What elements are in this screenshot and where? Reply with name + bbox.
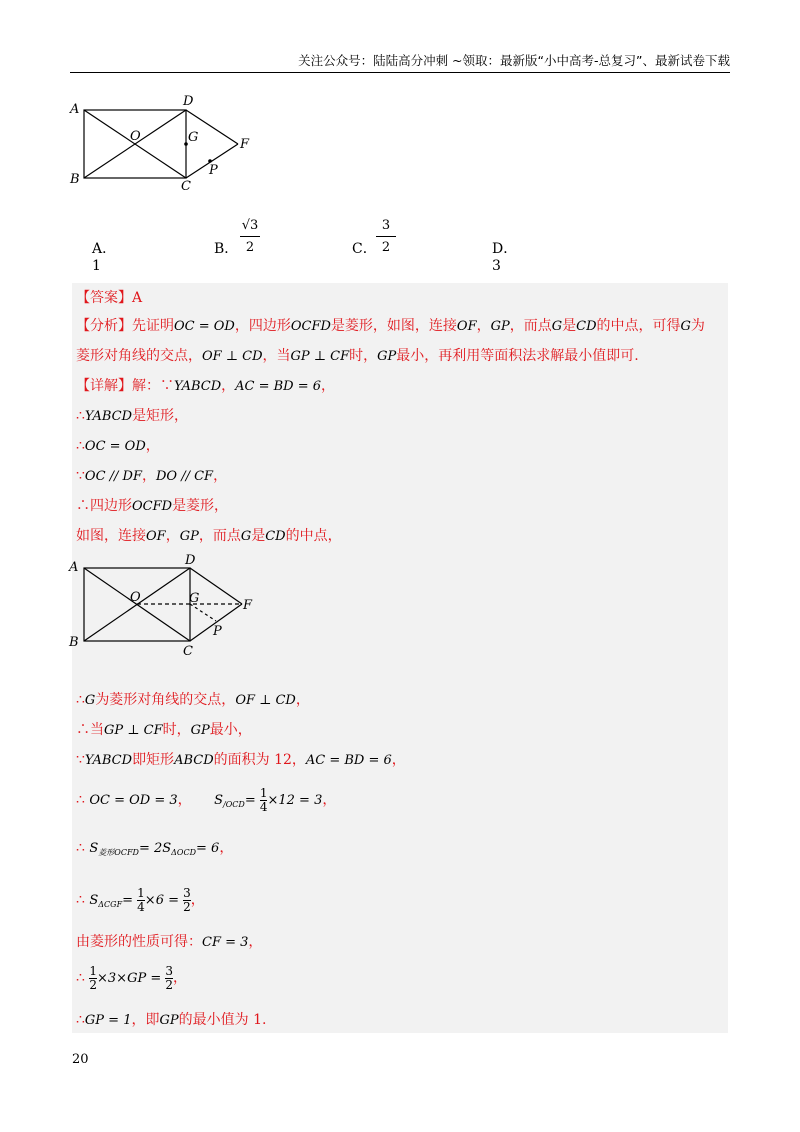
detail-line-13: 由菱形的性质可得：CF = 3， xyxy=(76,934,263,950)
detail-line-7: ∴G为菱形对角线的交点，OF ⊥ CD， xyxy=(76,692,310,708)
label2-C: C xyxy=(183,644,193,659)
label2-P: P xyxy=(213,624,222,639)
solution-panel xyxy=(69,283,728,1033)
detail-line-5: ∴四边形OCFD是菱形， xyxy=(76,498,229,514)
header-text: 关注公众号：陆陆高分冲刺 ~领取：最新版“小中高考-总复习”、最新试卷下载 xyxy=(298,53,730,68)
geometry-figure-1 xyxy=(62,90,262,200)
label-B: B xyxy=(70,172,80,187)
detail-line-2: ∴YABCD是矩形， xyxy=(76,408,189,424)
label-G: G xyxy=(188,130,199,145)
label2-B: B xyxy=(69,635,79,650)
label-F: F xyxy=(240,137,250,152)
label2-O: O xyxy=(130,590,141,605)
answer-line: 【答案】A xyxy=(76,290,143,306)
detail-line-14: ∴ $\frac{1}{2}\times 3\times GP = \frac{3}{2}$， xyxy=(76,963,188,992)
label2-D: D xyxy=(185,553,196,568)
label-P: P xyxy=(209,163,218,178)
detail-line-15: ∴GP = 1，即GP的最小值为 1. xyxy=(76,1012,267,1028)
analysis-line-1: 【分析】先证明OC = OD，四边形OCFD是菱形，如图，连接OF，GP，而点G是CD的中点，可得G为 xyxy=(76,318,705,334)
page-number: 20 xyxy=(72,1052,89,1067)
detail-line-1: 【详解】解：∵YABCD，AC = BD = 6， xyxy=(76,378,336,394)
detail-line-10: ∴ OC = OD = 3， $S_{/OCD}= \frac{1}{4}\times 12 = 3$， xyxy=(76,785,337,814)
label-A: A xyxy=(70,102,80,117)
detail-line-11: ∴ $S_{菱形OCFD}= 2S_{\Delta OCD}= 6$， xyxy=(76,840,234,857)
detail-line-12: ∴ $S_{\Delta CGF}= \frac{1}{4}\times 6 = \frac{3}{2}$， xyxy=(76,885,205,914)
label-O: O xyxy=(130,129,141,144)
answer-choices: A．1 B． √3 2 C． 3 2 D．3 xyxy=(92,218,518,274)
page-header xyxy=(70,52,730,73)
detail-line-3: ∴OC = OD， xyxy=(76,438,160,454)
detail-line-9: ∵YABCD即矩形ABCD的面积为 12，AC = BD = 6， xyxy=(76,752,406,768)
detail-line-8: ∴当GP ⊥ CF时，GP最小， xyxy=(76,722,252,738)
label2-G: G xyxy=(189,591,200,606)
analysis-line-2: 菱形对角线的交点，OF ⊥ CD，当GP ⊥ CF时，GP最小，再利用等面积法求解最小值即可. xyxy=(76,348,639,364)
label-C: C xyxy=(181,179,191,194)
label2-F: F xyxy=(243,598,253,613)
label-D: D xyxy=(183,94,194,109)
geometry-figure-2 xyxy=(68,553,268,663)
detail-line-6: 如图，连接OF，GP，而点G是CD的中点， xyxy=(76,528,342,544)
detail-line-4: ∵OC // DF，DO // CF， xyxy=(76,468,228,484)
label2-A: A xyxy=(69,560,79,575)
